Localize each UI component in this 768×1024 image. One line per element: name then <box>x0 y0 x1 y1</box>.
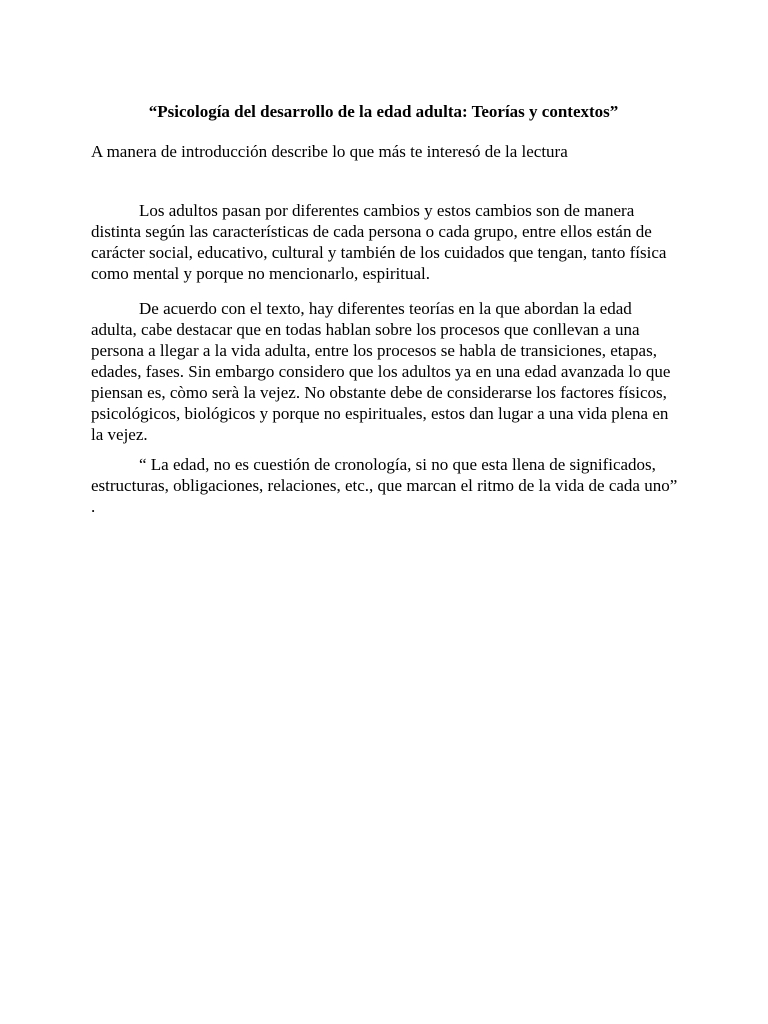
quote-paragraph: “ La edad, no es cuestión de cronología, si no que esta llena de significados, estructuras, obligaciones, relaciones, etc., que marcan el ritmo de la vida de cada uno” . <box>91 455 678 516</box>
paragraph-2: De acuerdo con el texto, hay diferentes teorías en la que abordan la edad adulta, cabe destacar que en todas hablan sobre los procesos que conllevan a una persona a llegar a la vida adulta, entre los procesos se habla de transiciones, etapas, edades, fases. Sin embargo considero que los adultos ya en una edad avanzada lo que piensan es, còmo serà la vejez. No obstante debe de considerarse los factores físicos, psicológicos, biológicos y porque no espirituales, estos dan lugar a una vida plena en la vejez. <box>91 299 671 444</box>
paragraph-1: Los adultos pasan por diferentes cambios y estos cambios son de manera distinta según las características de cada persona o cada grupo, entre ellos están de carácter social, educativo, cultural y también de los cuidados que tengan, tanto física como mental y porque no mencionarlo, espiritual. <box>91 201 667 283</box>
document-title: “Psicología del desarrollo de la edad adulta: Teorías y contextos” <box>148 102 619 121</box>
assignment-prompt: A manera de introducción describe lo que más te interesó de la lectura <box>91 142 568 161</box>
